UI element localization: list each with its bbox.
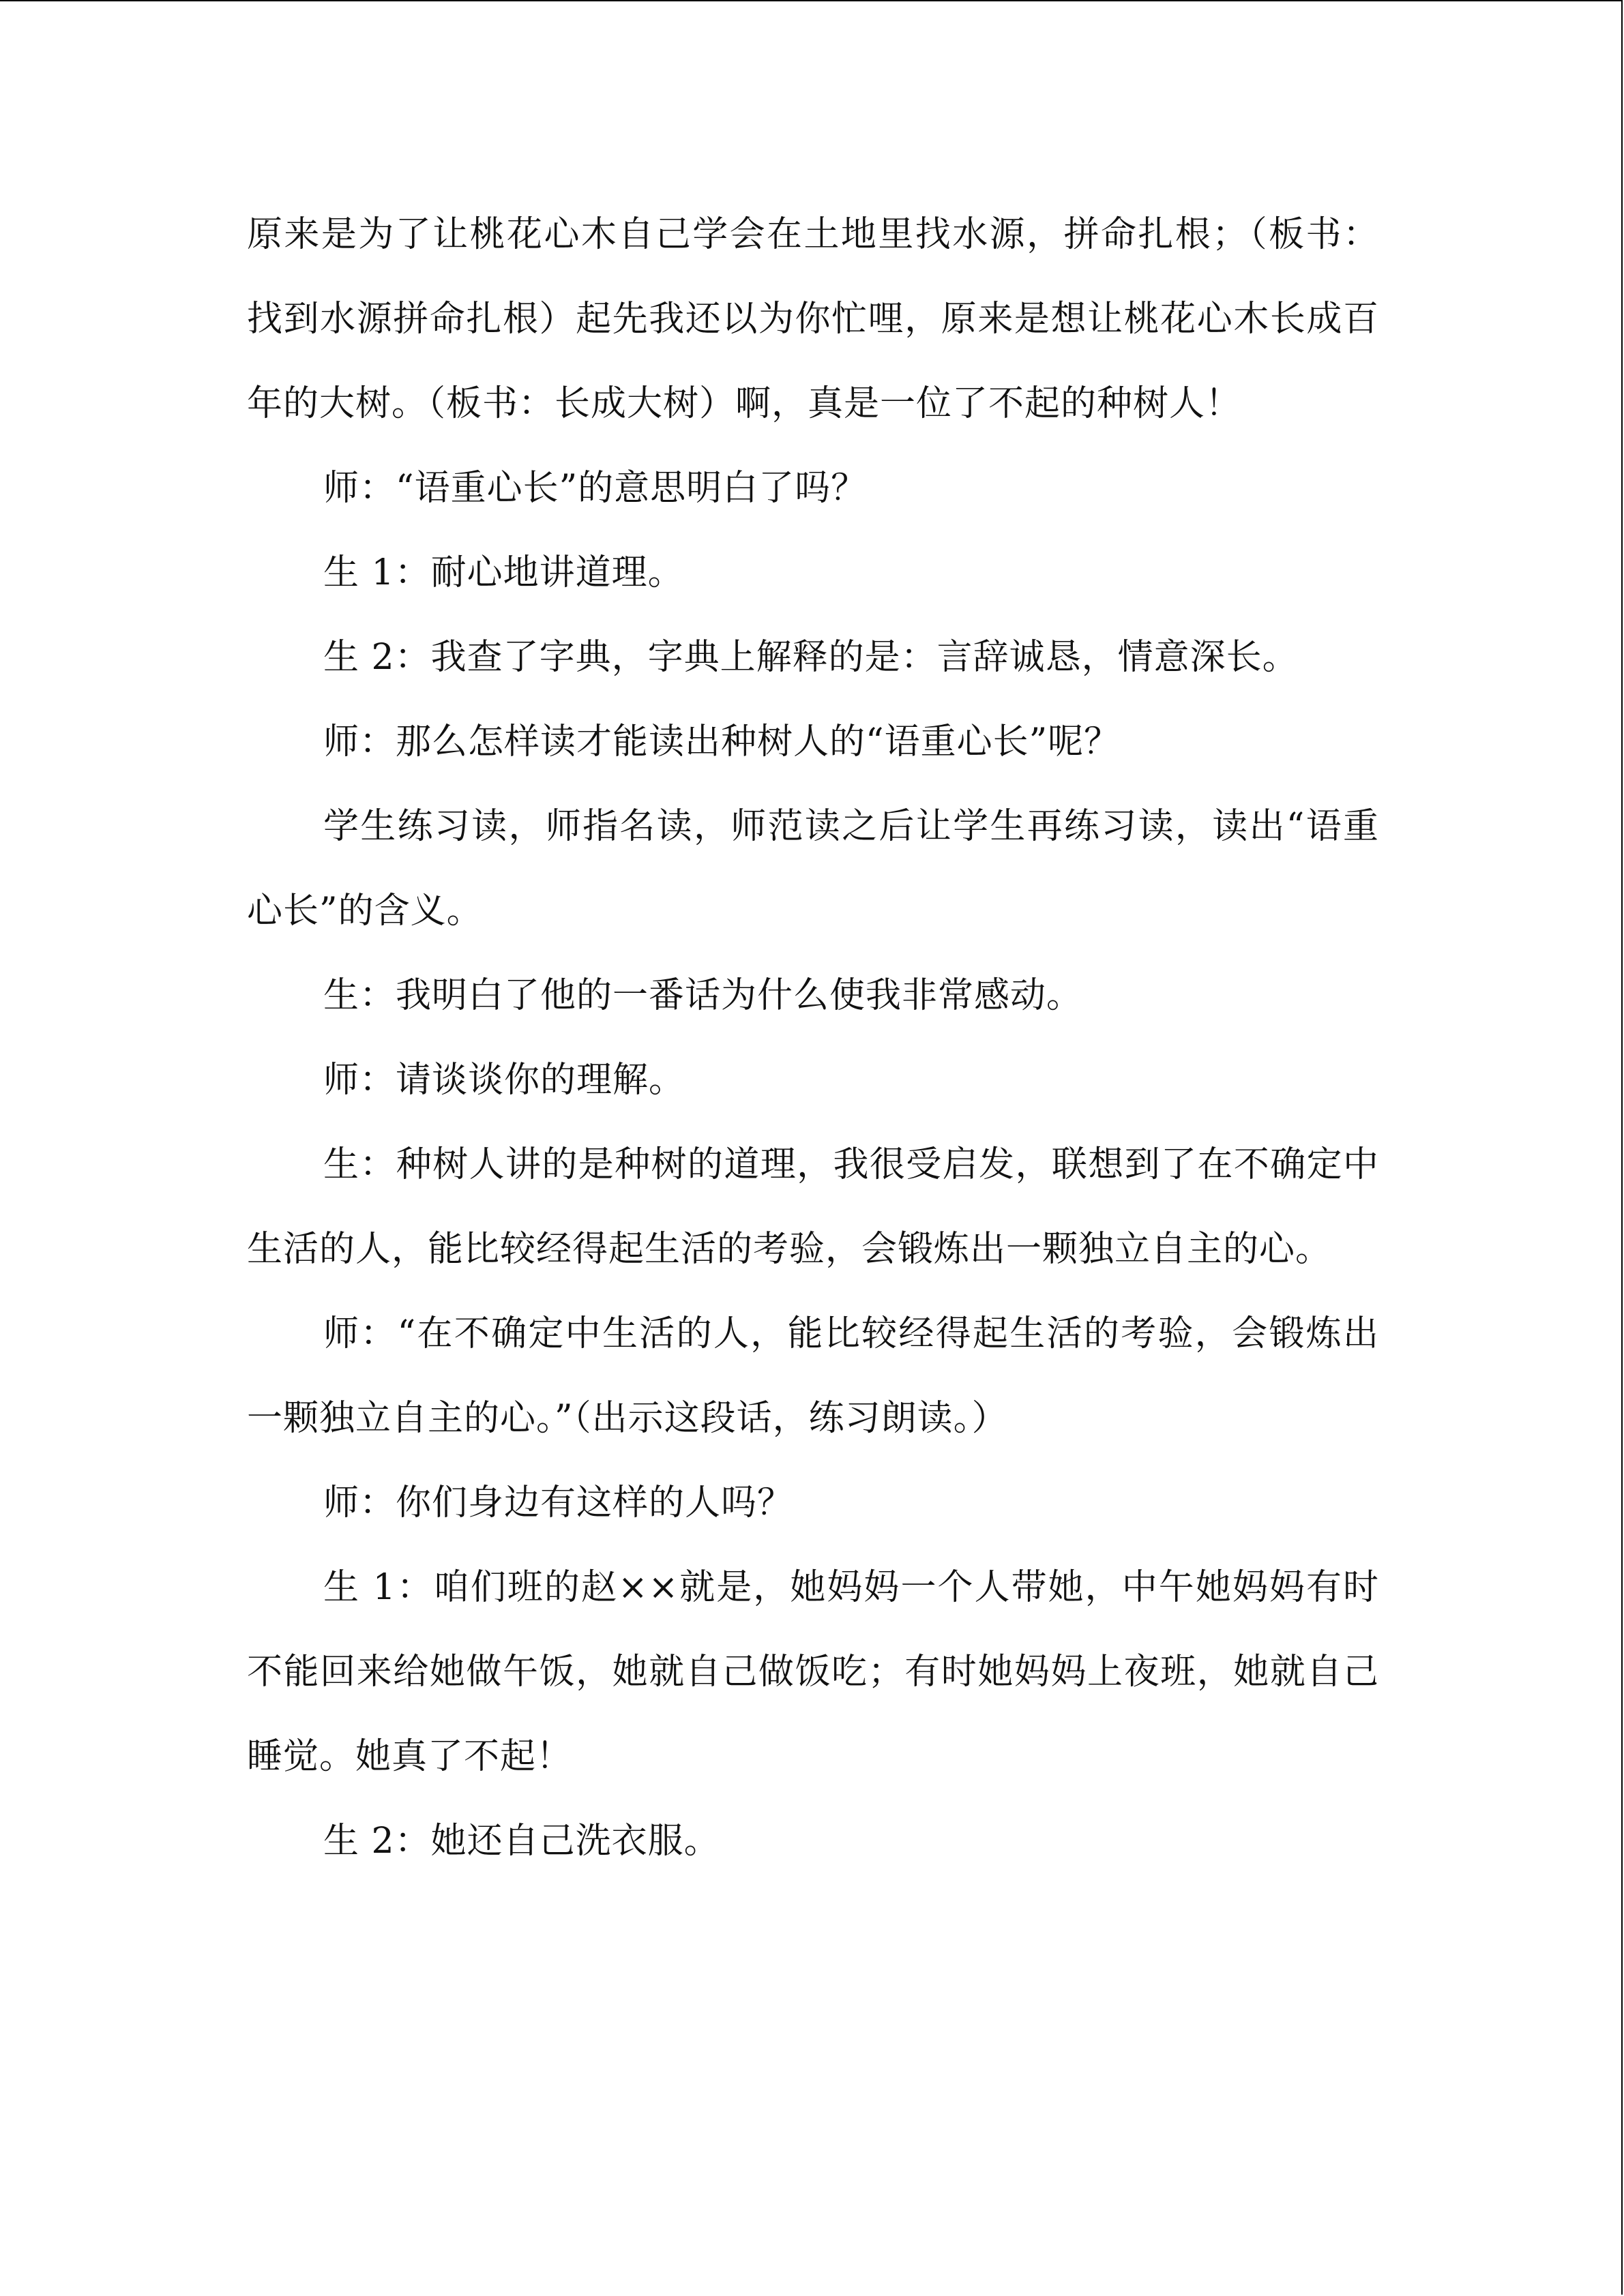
paragraph-teacher-reading-question: 师：那么怎样读才能读出种树人的“语重心长”呢？ [323, 721, 1121, 762]
document-body [247, 192, 1379, 1883]
paragraph-student-2-answer: 生 2：我查了字典，字典上解释的是：言辞诚恳，情意深长。 [323, 637, 1299, 678]
paragraph-student-moved: 生：我明白了他的一番话为什么使我非常感动。 [323, 975, 1083, 1016]
paragraph-reading-practice: 学生练习读，师指名读，师范读之后让学生再练习读，读出“语重心长”的含义。 [247, 806, 1379, 931]
paragraph-continuation: 原来是为了让桃花心木自己学会在土地里找水源，拼命扎根；（板书：找到水源拼命扎根）起先我还以为你忙哩，原来是想让桃花心木长成百年的大树。（板书：长成大树）啊，真是一位了不起的种树人！ [247, 214, 1379, 424]
paragraph-student-understanding: 生：种树人讲的是种树的道理，我很受启发，联想到了在不确定中生活的人，能比较经得起生活的考验，会锻炼出一颗独立自主的心。 [247, 1144, 1379, 1270]
paragraph-student-1-example: 生 1：咱们班的赵××就是，她妈妈一个人带她，中午她妈妈有时不能回来给她做午饭，她就自己做饭吃；有时她妈妈上夜班，她就自己睡觉。她真了不起！ [247, 1567, 1379, 1777]
paragraph-teacher-quote: 师：“在不确定中生活的人，能比较经得起生活的考验，会锻炼出一颗独立自主的心。”（出示这段话，练习朗读。） [247, 1313, 1379, 1439]
paragraph-teacher-prompt: 师：请谈谈你的理解。 [323, 1060, 685, 1101]
paragraph-student-1-answer: 生 1：耐心地讲道理。 [323, 552, 684, 593]
paragraph-teacher-question: 师：“语重心长”的意思明白了吗？ [323, 468, 868, 509]
paragraph-student-2-example: 生 2：她还自己洗衣服。 [323, 1821, 720, 1862]
paragraph-teacher-people-question: 师：你们身边有这样的人吗？ [323, 1482, 794, 1523]
